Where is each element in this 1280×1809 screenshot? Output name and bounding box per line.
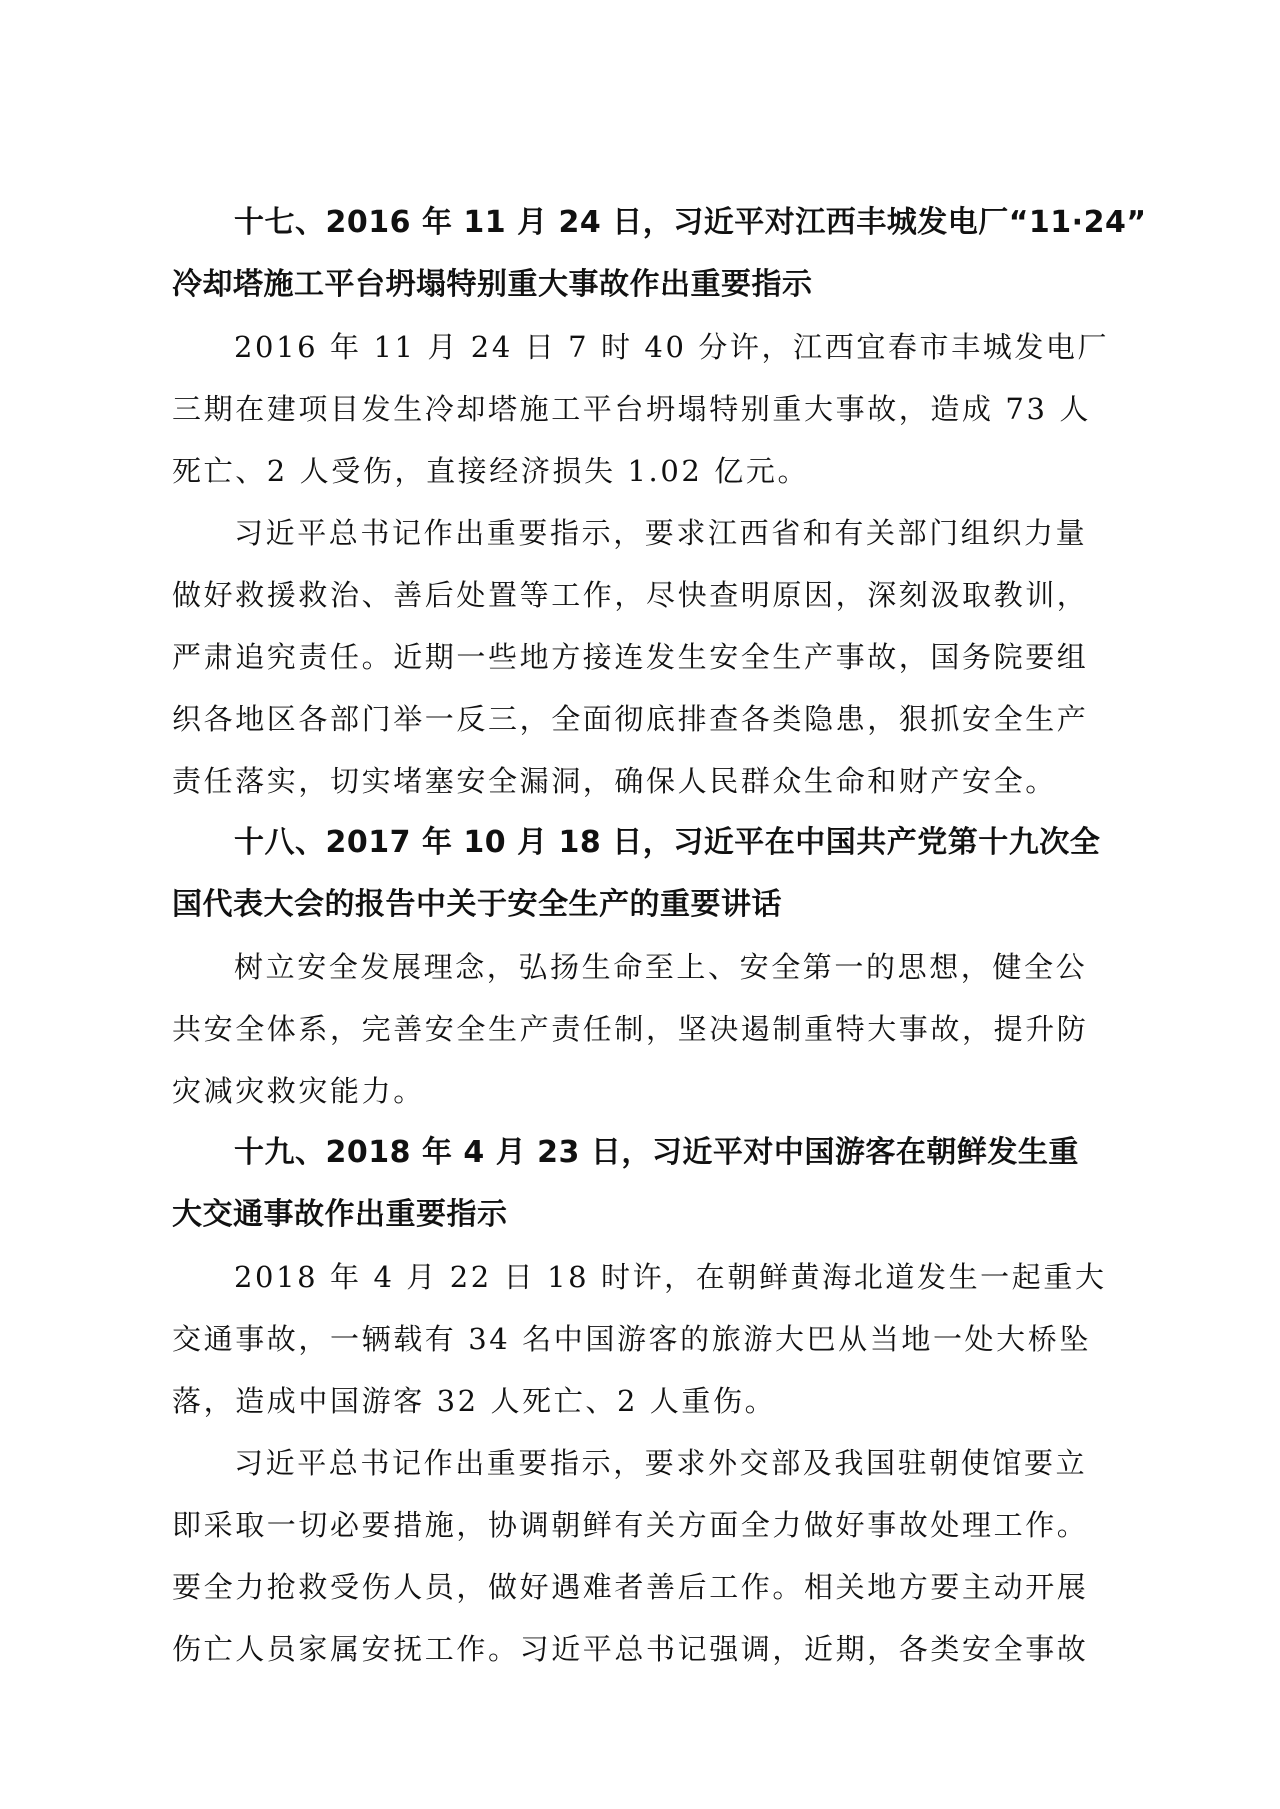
section-heading-line: 冷却塔施工平台坍塌特别重大事故作出重要指示: [172, 267, 813, 302]
section-19: [172, 1122, 1118, 1680]
paragraph-line: 织各地区各部门举一反三，全面彻底排查各类隐患，狠抓安全生产: [172, 702, 1089, 736]
section-heading-line: 国代表大会的报告中关于安全生产的重要讲话: [172, 887, 782, 922]
paragraph-line: 共安全体系，完善安全生产责任制，坚决遏制重特大事故，提升防: [172, 1012, 1089, 1046]
section-heading-line: 十七、2016 年 11 月 24 日，习近平对江西丰城发电厂“11·24”: [234, 205, 1147, 240]
paragraph: [172, 316, 1118, 502]
paragraph-line: 2018 年 4 月 22 日 18 时许，在朝鲜黄海北道发生一起重大: [234, 1260, 1107, 1294]
paragraph-line: 伤亡人员家属安抚工作。习近平总书记强调，近期，各类安全事故: [172, 1632, 1089, 1666]
section-17: [172, 192, 1147, 812]
paragraph-line: 落，造成中国游客 32 人死亡、2 人重伤。: [172, 1384, 777, 1418]
paragraph-line: 要全力抢救受伤人员，做好遇难者善后工作。相关地方要主动开展: [172, 1570, 1089, 1604]
paragraph-line: 责任落实，切实堵塞安全漏洞，确保人民群众生命和财产安全。: [172, 764, 1057, 798]
paragraph: [172, 502, 1118, 812]
document-body: [172, 192, 1147, 1680]
paragraph: [172, 1432, 1118, 1680]
paragraph-line: 2016 年 11 月 24 日 7 时 40 分许，江西宜春市丰城发电厂: [234, 330, 1110, 364]
section-heading-line: 大交通事故作出重要指示: [172, 1197, 508, 1232]
section-heading-line: 十八、2017 年 10 月 18 日，习近平在中国共产党第十九次全: [234, 825, 1101, 860]
paragraph-line: 即采取一切必要措施，协调朝鲜有关方面全力做好事故处理工作。: [172, 1508, 1089, 1542]
paragraph-line: 严肃追究责任。近期一些地方接连发生安全生产事故，国务院要组: [172, 640, 1089, 674]
paragraph-line: 树立安全发展理念，弘扬生命至上、安全第一的思想，健全公: [234, 950, 1088, 984]
paragraph-line: 习近平总书记作出重要指示，要求江西省和有关部门组织力量: [234, 516, 1088, 550]
paragraph-line: 三期在建项目发生冷却塔施工平台坍塌特别重大事故，造成 73 人: [172, 392, 1091, 426]
section-18: [172, 812, 1118, 1122]
paragraph-line: 死亡、2 人受伤，直接经济损失 1.02 亿元。: [172, 454, 810, 488]
paragraph: [172, 936, 1118, 1122]
section-heading-line: 十九、2018 年 4 月 23 日，习近平对中国游客在朝鲜发生重: [234, 1135, 1079, 1170]
paragraph-line: 交通事故，一辆载有 34 名中国游客的旅游大巴从当地一处大桥坠: [172, 1322, 1091, 1356]
paragraph: [172, 1246, 1118, 1432]
paragraph-line: 灾减灾救灾能力。: [172, 1074, 425, 1108]
paragraph-line: 习近平总书记作出重要指示，要求外交部及我国驻朝使馆要立: [234, 1446, 1088, 1480]
paragraph-line: 做好救援救治、善后处置等工作，尽快查明原因，深刻汲取教训，: [172, 578, 1089, 612]
